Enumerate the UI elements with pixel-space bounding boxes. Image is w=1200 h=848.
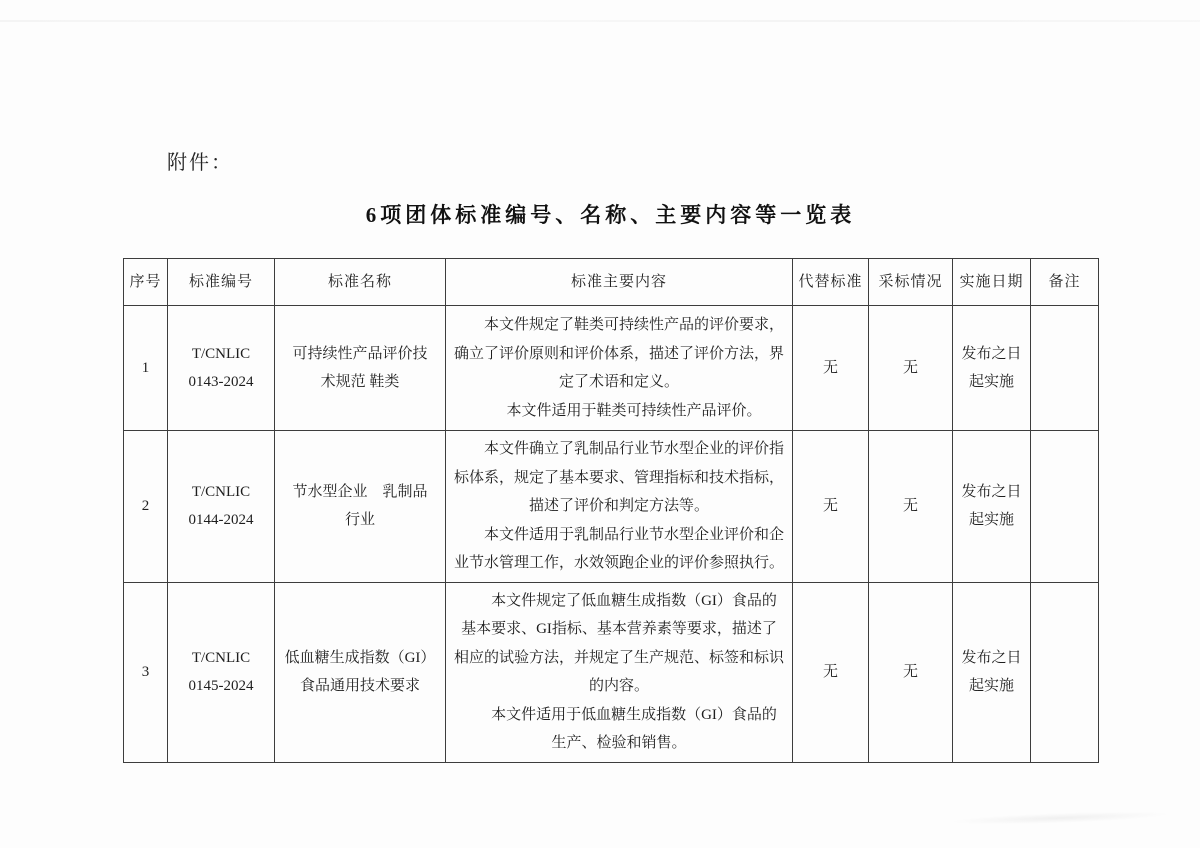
cell-serial-number: 1: [124, 306, 168, 431]
cell-standard-code: [168, 306, 275, 431]
cell-standard-code: [168, 582, 275, 762]
cell-serial-number: 2: [124, 431, 168, 583]
table-row: [124, 431, 1099, 583]
attachment-label: 附件：: [167, 152, 233, 174]
cell-remark: [1031, 431, 1099, 583]
page-title: 6项团体标准编号、名称、主要内容等一览表: [365, 203, 856, 227]
cell-replaced-standard: 无: [793, 431, 869, 583]
cell-replaced-standard: 无: [793, 582, 869, 762]
table-header-row: [124, 259, 1099, 306]
main-content-paragraph: 本文件适用于鞋类可持续性产品评价。: [506, 402, 762, 419]
main-content-paragraph: 本文件适用于乳制品行业节水型企业评价和企业节水管理工作，水效领跑企业的评价参照执行。: [454, 526, 785, 571]
table-row: [124, 306, 1099, 431]
cell-replaced-standard: 无: [793, 306, 869, 431]
standard-code-prefix: T/CNLIC: [191, 649, 251, 666]
cell-implementation-date: 发布之日起实施: [953, 582, 1031, 762]
cell-standard-name: [275, 582, 446, 762]
main-content-paragraph: 本文件适用于低血糖生成指数（GI）食品的生产、检验和销售。: [491, 706, 777, 751]
column-header-standard-name: 标准名称: [275, 259, 446, 306]
cell-standard-name: [275, 431, 446, 583]
column-header-serial: 序号: [124, 259, 168, 306]
standard-name-line: 低血糖生成指数（GI）: [284, 649, 436, 666]
standard-name-line: 食品通用技术要求: [299, 678, 420, 694]
cell-adoption-status: 无: [869, 431, 953, 583]
column-header-standard-code: 标准编号: [168, 259, 275, 306]
standard-code-number: 0145-2024: [188, 678, 254, 694]
cell-main-content: [446, 582, 793, 762]
column-header-adoption-status: 采标情况: [869, 259, 953, 306]
cell-standard-code: [168, 431, 275, 583]
scan-artifact-top: [0, 20, 1200, 22]
column-header-implementation-date: 实施日期: [953, 259, 1031, 306]
cell-adoption-status: 无: [869, 306, 953, 431]
standard-code-prefix: T/CNLIC: [191, 345, 251, 362]
table-row: [124, 582, 1099, 762]
main-content-paragraph: 本文件规定了低血糖生成指数（GI）食品的基本要求、GI指标、基本营养素等要求，描述了相应的试验方法，并规定了生产规范、标签和标识的内容。: [454, 592, 785, 694]
cell-main-content: [446, 431, 793, 583]
cell-main-content: [446, 306, 793, 431]
main-content-paragraph: 本文件确立了乳制品行业节水型企业的评价指标体系，规定了基本要求、管理指标和技术指标，描述了评价和判定方法等。: [454, 441, 785, 514]
standard-code-number: 0143-2024: [188, 374, 254, 390]
column-header-replaced-standard: 代替标准: [793, 259, 869, 306]
scan-artifact-bottom: [950, 809, 1170, 827]
standards-table: [123, 258, 1099, 763]
cell-implementation-date: 发布之日起实施: [953, 431, 1031, 583]
cell-standard-name: [275, 306, 446, 431]
cell-adoption-status: 无: [869, 582, 953, 762]
cell-remark: [1031, 306, 1099, 431]
column-header-main-content: 标准主要内容: [446, 259, 793, 306]
standard-name-line: 行业: [344, 512, 375, 529]
standard-name-line: 术规范 鞋类: [320, 374, 400, 390]
standard-code-prefix: T/CNLIC: [191, 483, 251, 500]
standard-name-line: 可持续性产品评价技: [292, 345, 428, 362]
standard-name-line: 节水型企业 乳制品: [292, 483, 428, 500]
main-content-paragraph: 本文件规定了鞋类可持续性产品的评价要求，确立了评价原则和评价体系，描述了评价方法，界定了术语和定义。: [454, 317, 785, 390]
cell-implementation-date: 发布之日起实施: [953, 306, 1031, 431]
cell-remark: [1031, 582, 1099, 762]
cell-serial-number: 3: [124, 582, 168, 762]
column-header-remark: 备注: [1031, 259, 1099, 306]
standard-code-number: 0144-2024: [188, 512, 254, 529]
